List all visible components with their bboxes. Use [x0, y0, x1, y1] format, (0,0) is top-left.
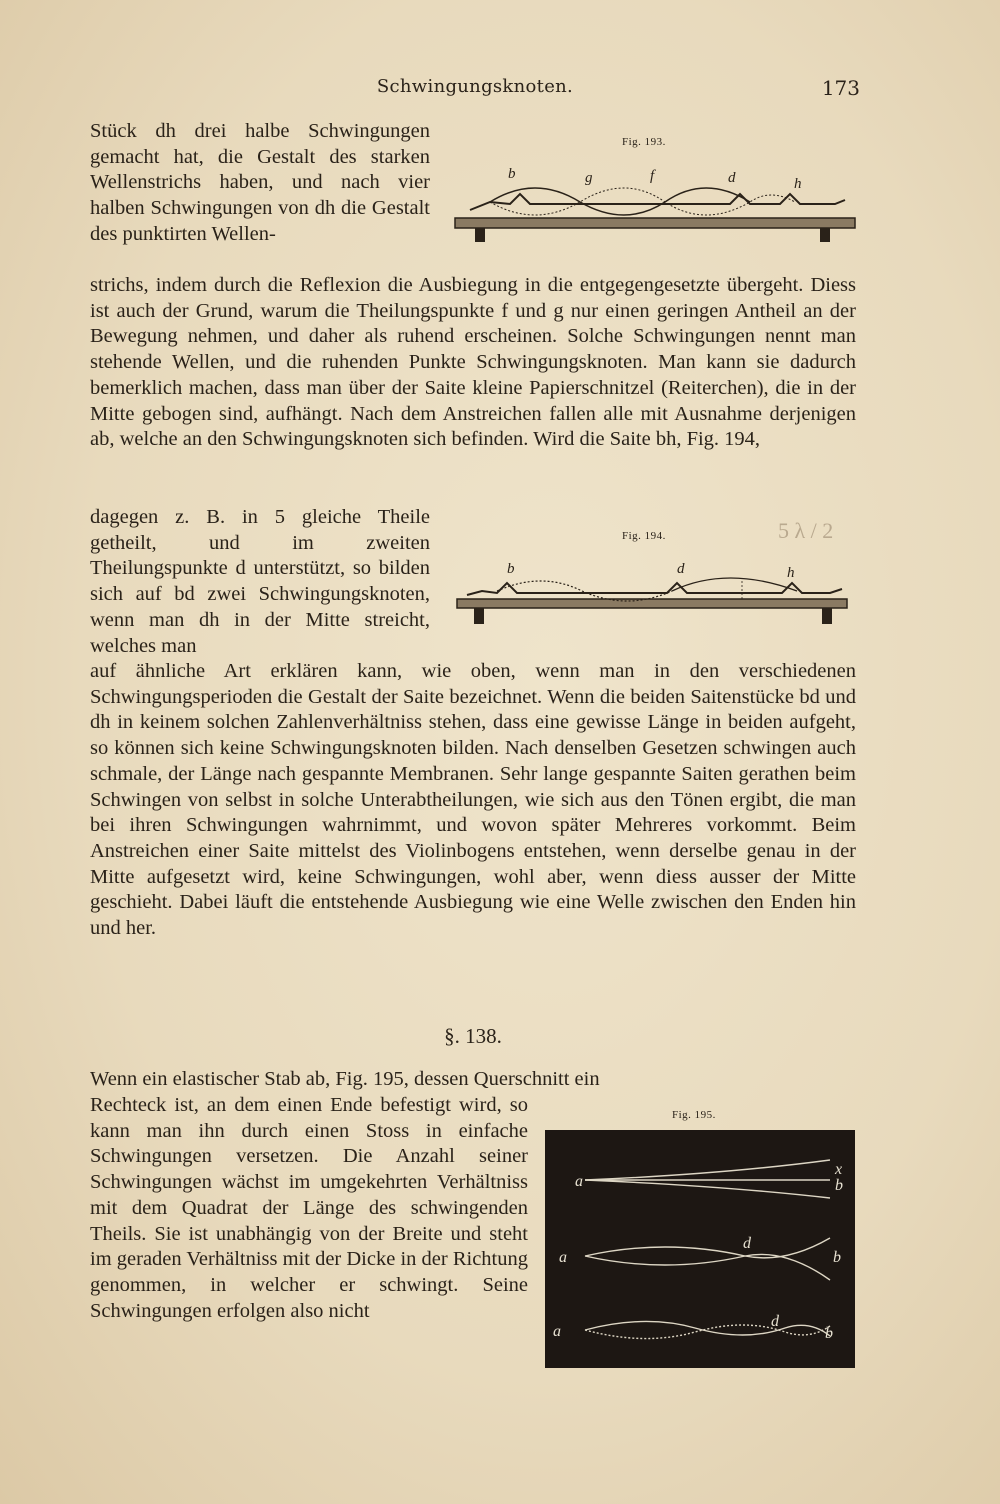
figure-195-caption: Fig. 195.	[672, 1109, 716, 1121]
paragraph-3-wrapped: Rechteck ist, an dem einen Ende befestigt wird, so kann man ihn durch einen Stoss in einfache Schwingungen versetzen. Die Anzahl seiner Schwingungen wächst im umgekehrten Verhältniss mit dem Quadrat der Länge des schwingenden Theils. Sie ist unabhängig von der Breite und steht im geraden Verhältniss mit der Dicke in der Richtung genommen, in welcher er schwingt. Seine Schwingungen erfolgen also nicht	[90, 1094, 528, 1322]
fig194-board	[457, 599, 847, 608]
running-title: Schwingungsknoten.	[376, 76, 574, 97]
fig193-label-h: h	[794, 176, 802, 192]
fig194-label-b: b	[507, 561, 515, 577]
figure-195	[545, 1130, 855, 1368]
paragraph-3-full: Wenn ein elastischer Stab ab, Fig. 195, dessen Querschnitt ein	[90, 1068, 600, 1090]
page-number: 173	[821, 76, 860, 100]
fig193-label-f: f	[650, 168, 655, 184]
running-head	[90, 76, 860, 104]
fig194-foot-right	[822, 608, 832, 624]
paragraph-1-full: strichs, indem durch die Reflexion die Ausbiegung in die entgegengesetzte übergeht. Diess ist auch der Grund, warum die Theilungspunkte f und g nur einen geringen Antheil an der Bewegung nehmen, und daher als ruhend erscheinen. Solche Schwingungen nennt man stehende Wellen, und die ruhenden Punkte Schwingungsknoten. Man kann sie dadurch bemerklich machen, dass man über der Saite kleine Papierschnitzel (Reiterchen), die in der Mitte gebogen sind, aufhängt. Nach dem Anstreichen fallen alle mit Ausnahme derjenigen ab, welche an den Schwingungsknoten sich befinden. Wird die Saite bh, Fig. 194,	[90, 274, 856, 451]
fig193-label-b: b	[508, 166, 516, 182]
fig195-label-b3: b	[825, 1325, 833, 1342]
fig194-label-h: h	[787, 565, 795, 581]
fig195-label-a1: a	[575, 1173, 583, 1190]
fig194-wave-right	[672, 578, 797, 591]
section-heading: §. 138.	[444, 1024, 502, 1048]
fig193-label-g: g	[585, 170, 593, 186]
fig193-board	[455, 218, 855, 228]
fig195-label-d2: d	[743, 1235, 751, 1252]
fig193-wave-solid	[490, 188, 750, 215]
paragraph-2-full: auf ähnliche Art erklären kann, wie oben, wenn man in den verschiedenen Schwingungsperioden die Gestalt der Saite bezeichnet. Wenn die beiden Saitenstücke bd und dh in keinem solchen Zahlenverhältniss stehen, dass eine gewisse Länge in beiden aufgeht, so können sich keine Schwingungsknoten bilden. Nach denselben Gesetzen schwingen auch schmale, der Länge nach gespannte Membranen. Sehr lange gespannte Saiten gerathen beim Schwingen von selbst in solche Unterabtheilungen, wie sich aus den Tönen ergibt, die man bei ihren Schwingungen wahrnimmt, und wovon später Mehreres vorkommt. Beim Anstreichen einer Saite mittelst des Violinbogens entstehen, wenn derselbe genau in der Mitte aufgesetzt wird, keine Schwingungen, wohl aber, wenn diess ausser der Mitte geschieht. Dabei läuft die entstehende Ausbiegung wie eine Welle zwischen den Enden hin und her.	[90, 660, 856, 940]
figure-193-caption: Fig. 193.	[622, 136, 666, 148]
fig193-foot-left	[475, 228, 485, 242]
fig194-string-base	[467, 583, 842, 595]
figure-193	[450, 160, 860, 250]
fig194-foot-left	[474, 608, 484, 624]
paragraph-1-wrapped: Stück dh drei halbe Schwingungen gemacht hat, die Gestalt des starken Wellenstrichs haben, und nach vier halben Schwingungen von dh die Gestalt des punktirten Wellen-	[90, 120, 430, 245]
fig194-label-d: d	[677, 561, 685, 577]
fig195-label-a3: a	[553, 1323, 561, 1340]
fig193-foot-right	[820, 228, 830, 242]
fig195-label-b2: b	[833, 1249, 841, 1266]
figure-194	[452, 555, 852, 635]
fig193-string-base	[470, 194, 845, 210]
fig195-label-b1: b	[835, 1177, 843, 1194]
paragraph-2-wrapped: dagegen z. B. in 5 gleiche Theile getheilt, und im zweiten Theilungspunkte d unterstützt, so bilden sich auf bd zwei Schwingungsknoten, wenn man dh in der Mitte streicht, welches man	[90, 506, 430, 657]
fig195-label-a2: a	[559, 1249, 567, 1266]
fig193-label-d: d	[728, 170, 736, 186]
pencil-margin-note: 5 λ / 2	[778, 518, 834, 543]
fig194-wave-dotted	[497, 581, 672, 601]
fig195-label-d3: d	[771, 1313, 779, 1330]
fig195-label-x: x	[835, 1161, 843, 1178]
figure-194-caption: Fig. 194.	[622, 530, 666, 542]
